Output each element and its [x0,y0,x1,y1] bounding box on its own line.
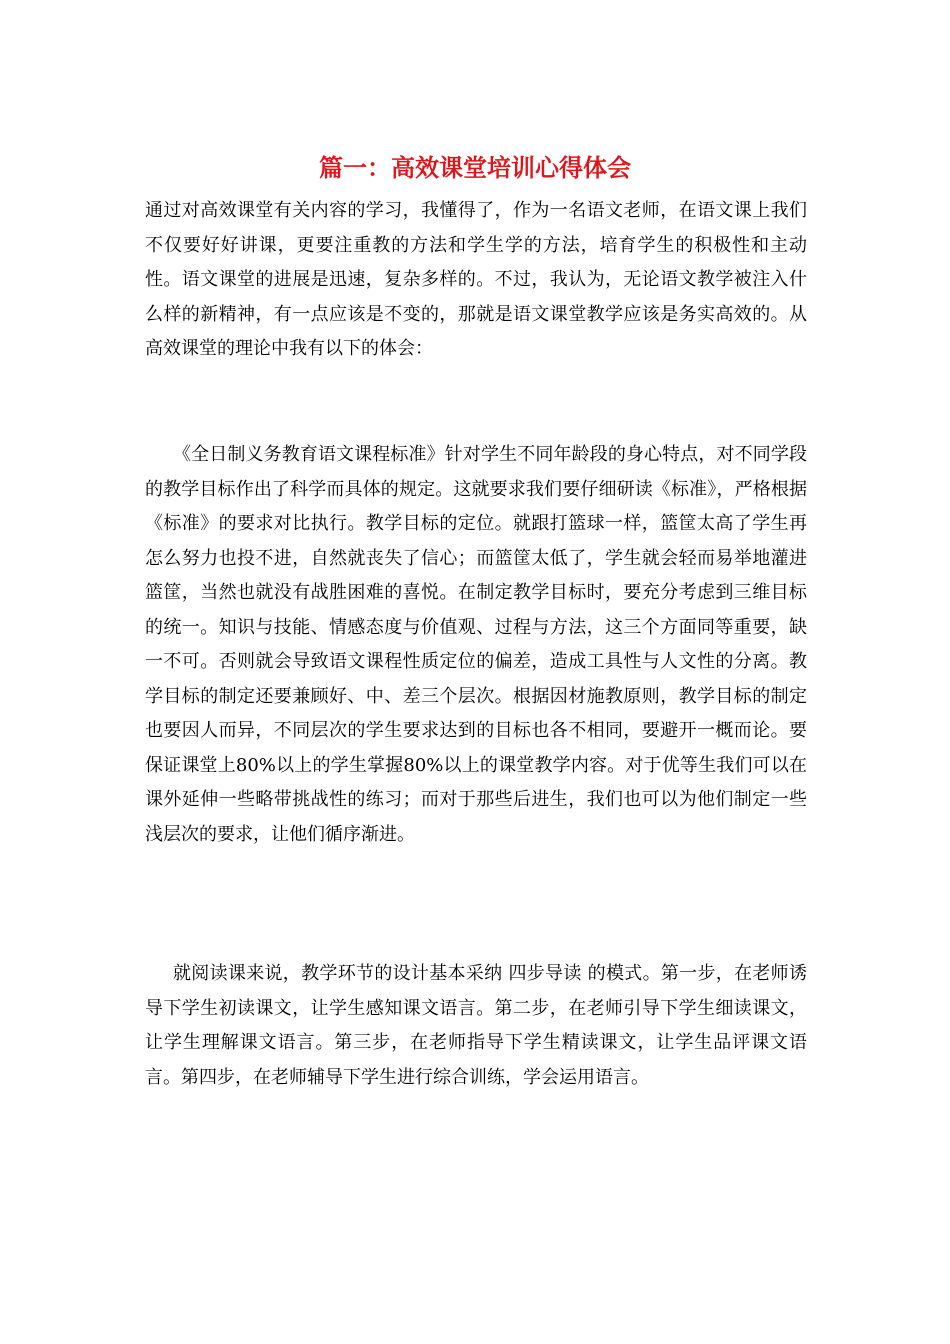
paragraph-curriculum-standard: 《全日制义务教育语文课程标准》针对学生不同年龄段的身心特点，对不同学段的教学目标作出了科学而具体的规定。这就要求我们要仔细研读《标准》，严格根据《标准》的要求对比执行。教学目标的定位。就跟打篮球一样，篮筐太高了学生再怎么努力也投不进，自然就丧失了信心；而篮筐太低了，学生就会轻而易举地灌进篮筐，当然也就没有战胜困难的喜悦。在制定教学目标时，要充分考虑到三维目标的统一。知识与技能、情感态度与价值观、过程与方法，这三个方面同等重要，缺一不可。否则就会导致语文课程性质定位的偏差，造成工具性与人文性的分离。教学目标的制定还要兼顾好、中、差三个层次。根据因材施教原则，教学目标的制定也要因人而异，不同层次的学生要求达到的目标也各不相同，要避开一概而论。要保证课堂上80%以上的学生掌握80%以上的课堂教学内容。对于优等生我们可以在课外延伸一些略带挑战性的练习；而对于那些后进生，我们也可以为他们制定一些浅层次的要求，让他们循序渐进。 [145,444,807,845]
paragraph-intro: 通过对高效课堂有关内容的学习，我懂得了，作为一名语文老师，在语文课上我们不仅要好好讲课，更要注重教的方法和学生学的方法，培育学生的积极性和主动性。语文课堂的进展是迅速，复杂多样的。不过，我认为，无论语文教学被注入什么样的新精神，有一点应该是不变的，那就是语文课堂教学应该是务实高效的。从高效课堂的理论中我有以下的体会： [145,200,807,359]
page-title: 篇一：高效课堂培训心得体会 [319,153,631,182]
paragraph-reading-lesson: 就阅读课来说，教学环节的设计基本采纳 四步导读 的模式。第一步，在老师诱导下学生初读课文，让学生感知课文语言。第二步，在老师引导下学生细读课文，让学生理解课文语言。第三步，在老师指导下学生精读课文，让学生品评课文语言。第四步，在老师辅导下学生进行综合训练，学会运用语言。 [145,963,807,1088]
